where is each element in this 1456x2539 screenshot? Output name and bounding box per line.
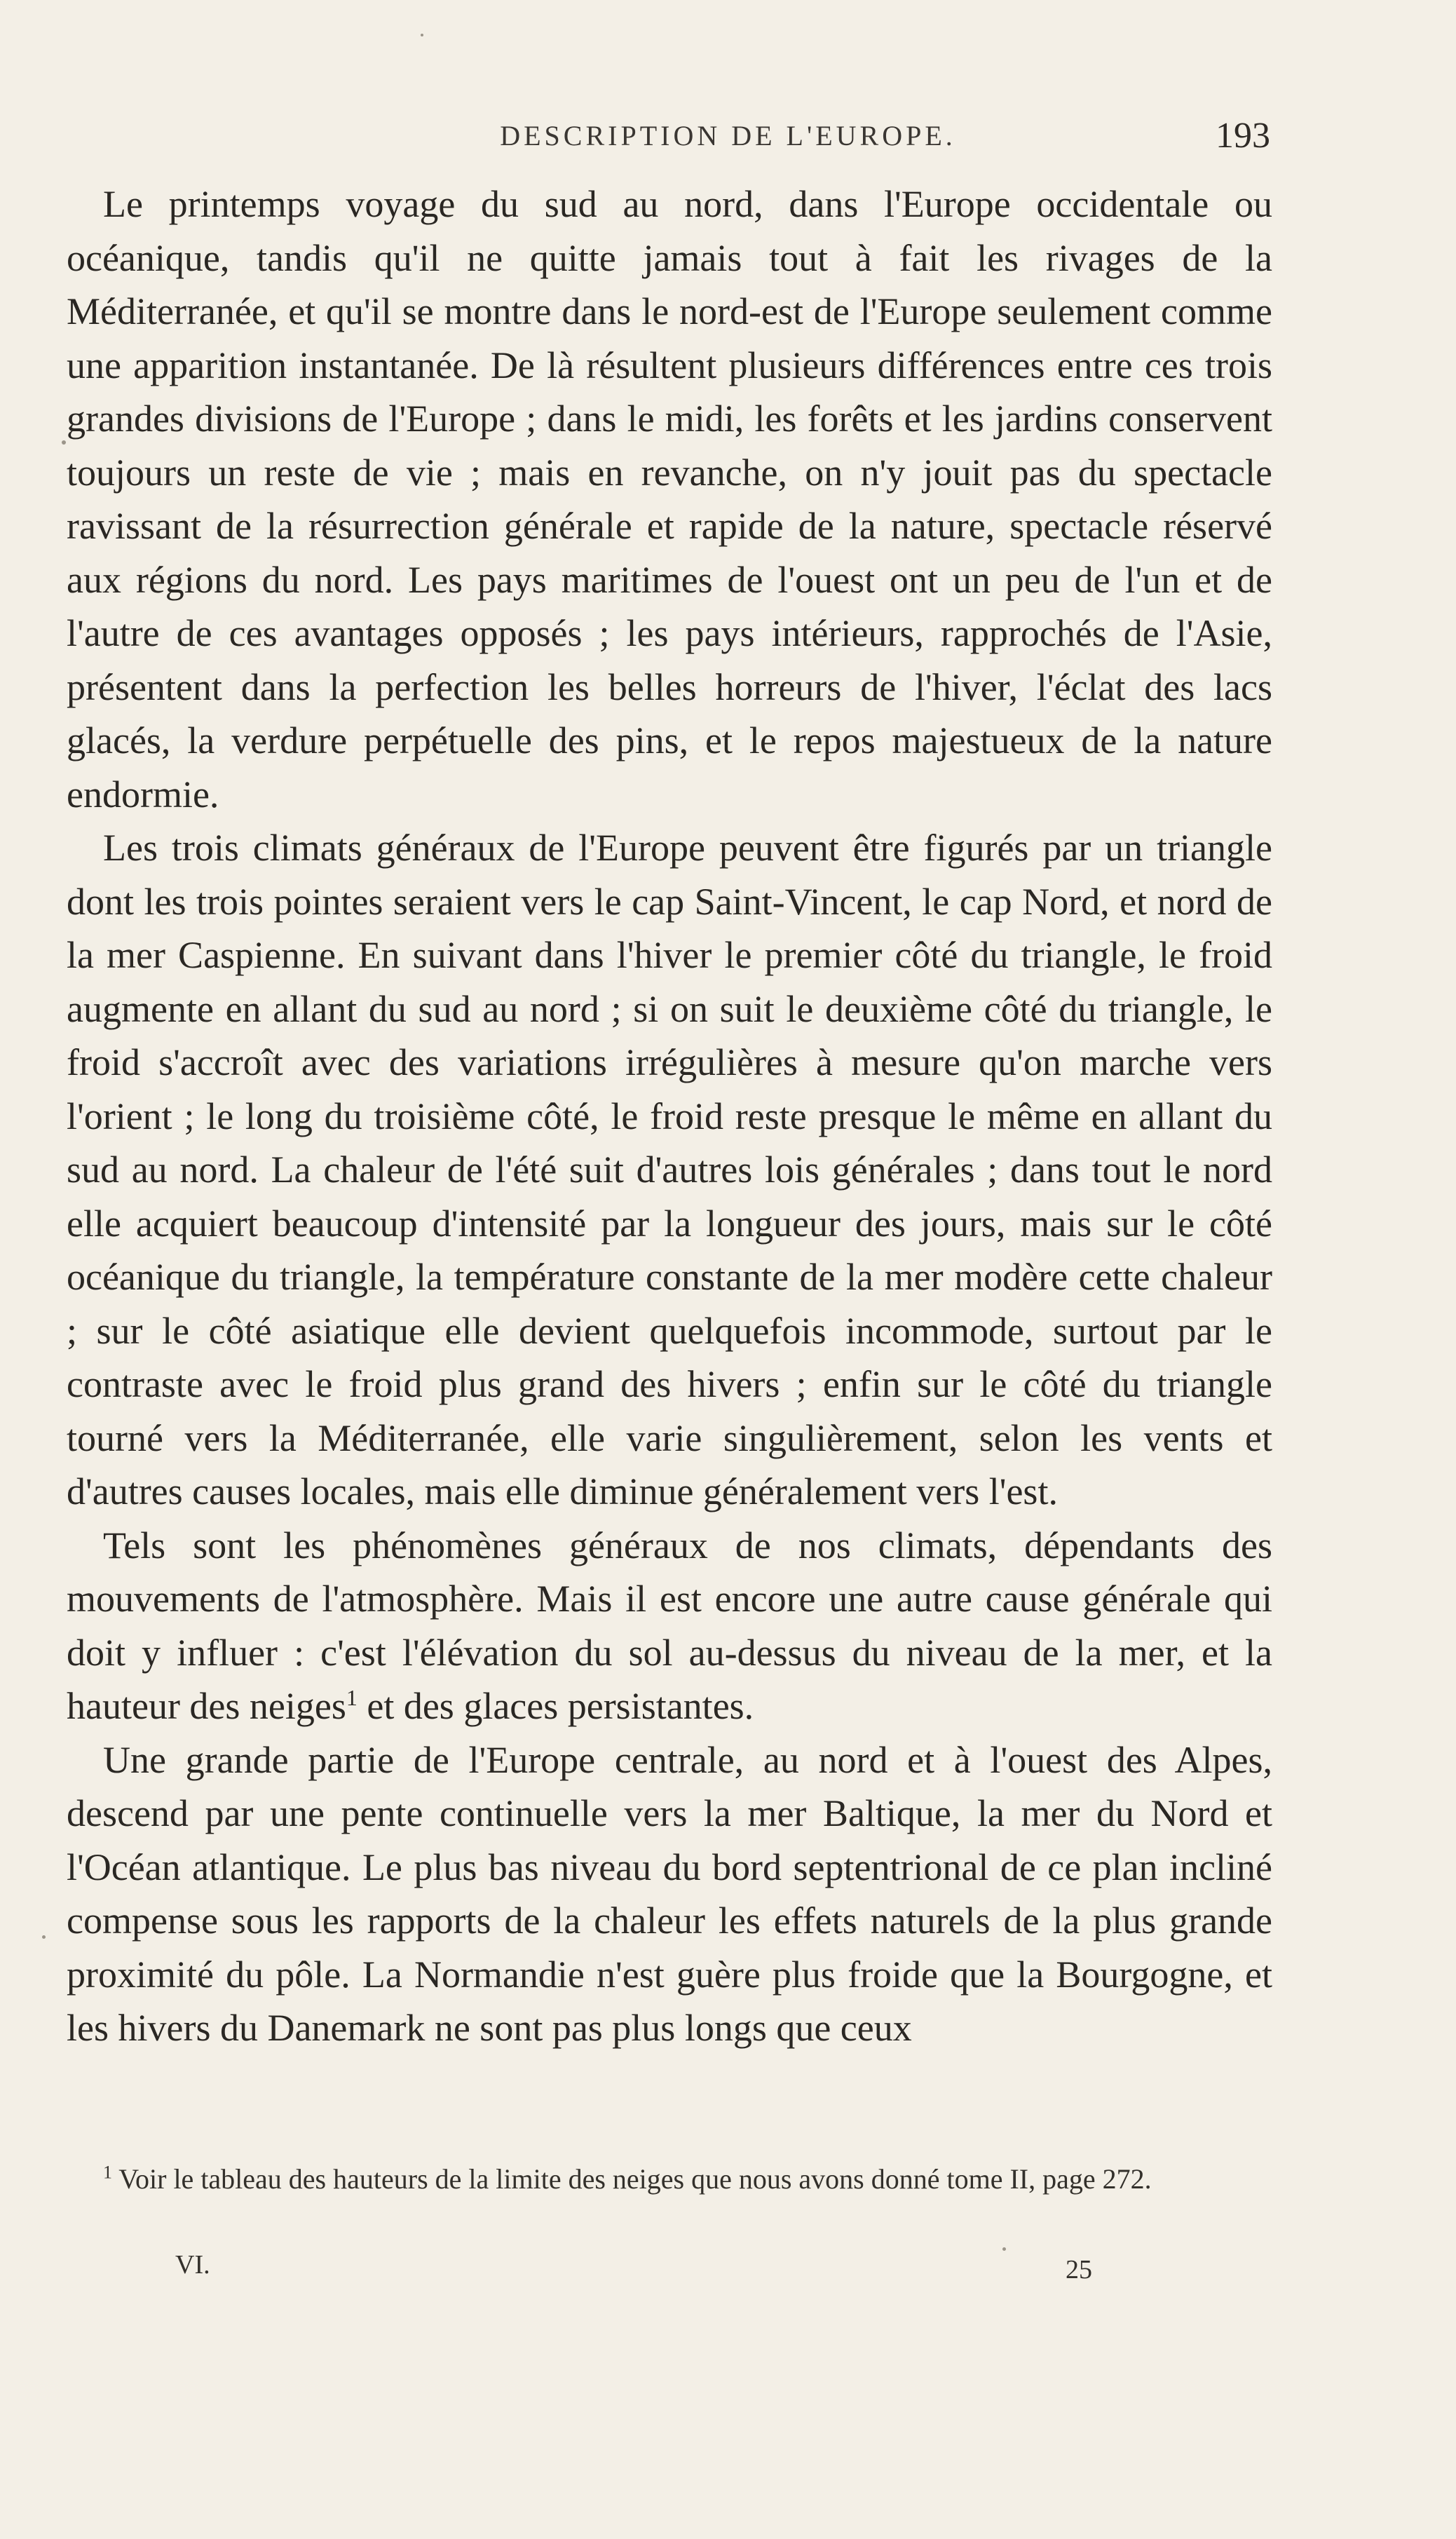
paper-speck: [421, 34, 423, 36]
paragraph-4: Une grande partie de l'Europe centrale, au nord et à l'ouest des Alpes, descend par une pente continuelle vers la mer Baltique, la mer du Nord et l'Océan atlantique. Le plus bas niveau du bord septentrional de ce plan incliné compense sous les rapports de la chaleur les effets naturels de la plus grande proximité du pôle. La Normandie n'est guère plus froide que la Bourgogne, et les hivers du Danemark ne sont pas plus longs que ceux: [67, 1738, 1272, 2049]
paper-speck: [42, 1935, 46, 1939]
paragraph-2: Les trois climats généraux de l'Europe peuvent être figurés par un triangle dont les trois pointes seraient vers le cap Saint-Vincent, le cap Nord, et nord de la mer Caspienne. En suivant dans l'hiver le premier côté du triangle, le froid augmente en allant du sud au nord ; si on suit le deuxième côté du triangle, le froid s'accroît avec des variations irrégulières à mesure qu'on marche vers l'orient ; le long du troisième côté, le froid reste presque le même en allant du sud au nord. La chaleur de l'été suit d'autres lois générales ; dans tout le nord elle acquiert beaucoup d'intensité par la longueur des jours, mais sur le côté océanique du triangle, la température constante de la mer modère cette chaleur ; sur le côté asiatique elle devient quelquefois incommode, surtout par le contraste avec le froid plus grand des hivers ; enfin sur le côté du triangle tourné vers la Méditerranée, elle varie singulièrement, selon les vents et d'autres causes locales, mais elle diminue généralement vers l'est.: [67, 827, 1272, 1512]
running-title: DESCRIPTION DE L'EUROPE.: [500, 120, 956, 151]
paragraph-3-text-before: Tels sont les phénomènes généraux de nos climats, dépendants des mouvements de l'atmosphère. Mais il est encore une autre cause générale qui doit y influer : c'est l'élévation du sol au-dessus du niveau de la mer, et la hauteur des neiges: [67, 1524, 1272, 1727]
footnote-text: Voir le tableau des hauteurs de la limite des neiges que nous avons donné tome II, page 272.: [118, 2163, 1152, 2195]
footnote: [67, 2160, 1272, 2199]
page-header: [0, 116, 1456, 161]
paragraph-1: Le printemps voyage du sud au nord, dans l'Europe occidentale ou océanique, tandis qu'il ne quitte jamais tout à fait les rivages de la Méditerranée, et qu'il se montre dans le nord-est de l'Europe seulement comme une apparition instantanée. De là résultent plusieurs différences entre ces trois grandes divisions de l'Europe ; dans le midi, les forêts et les jardins conservent toujours un reste de vie ; mais en revanche, on n'y jouit pas du spectacle ravissant de la résurrection générale et rapide de la nature, spectacle réservé aux régions du nord. Les pays maritimes de l'ouest ont un peu de l'un et de l'autre de ces avantages opposés ; les pays intérieurs, rapprochés de l'Asie, présentent dans la perfection les belles horreurs de l'hiver, l'éclat des lacs glacés, la verdure perpétuelle des pins, et le repos majestueux de la nature endormie.: [67, 183, 1272, 815]
page-number: 193: [1216, 116, 1270, 156]
paper-speck: [62, 440, 66, 445]
footnote-mark: 1: [103, 2162, 112, 2183]
paragraph-3-text-after: et des glaces persistantes.: [357, 1685, 754, 1727]
paper-speck: [1002, 2247, 1006, 2251]
footnote-reference[interactable]: 1: [346, 1685, 358, 1710]
body-text: [67, 177, 1272, 2055]
signature-mark: VI.: [175, 2250, 210, 2280]
paragraph-3: [67, 1519, 1272, 1733]
sheet-number: 25: [1066, 2255, 1092, 2284]
